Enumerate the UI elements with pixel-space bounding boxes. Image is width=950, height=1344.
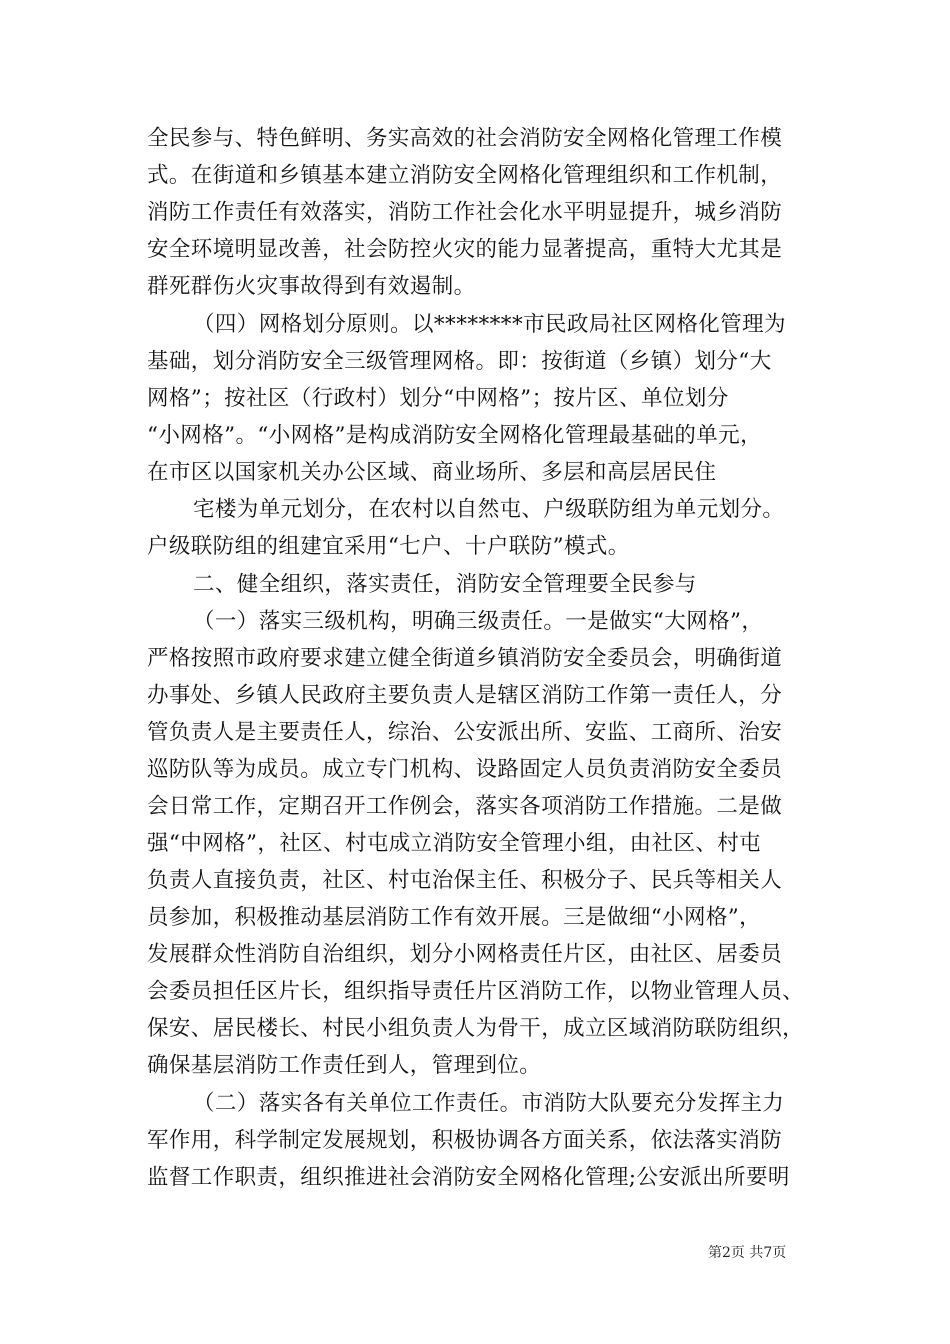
text-line: 军作用，科学制定发展规划，积极协调各方面关系，依法落实消防 <box>147 1128 783 1153</box>
text-line: 式。在街道和乡镇基本建立消防安全网格化管理组织和工作机制， <box>147 163 783 188</box>
text-line: 网格”；按社区（行政村）划分“中网格”；按片区、单位划分 <box>147 386 729 411</box>
text-line: （一）落实三级机构，明确三级责任。一是做实“大网格”， <box>193 609 764 634</box>
text-line: 巡防队等为成员。成立专门机构、设路固定人员负责消防安全委员 <box>147 757 783 782</box>
text-line: 群死群伤火灾事故得到有效遏制。 <box>147 274 476 299</box>
text-line: 在市区以国家机关办公区域、商业场所、多层和高层居民住 <box>147 460 717 485</box>
page-suffix: 页 <box>772 1245 787 1261</box>
text-line: 确保基层消防工作责任到人，管理到位。 <box>147 1053 542 1078</box>
page-footer <box>708 1244 786 1262</box>
text-line: 强“中网格”，社区、村屯成立消防安全管理小组，由社区、村屯 <box>147 831 762 856</box>
text-line: 监督工作职责，组织推进社会消防安全网格化管理;公安派出所要明 <box>147 1165 790 1190</box>
text-line: 全民参与、特色鲜明、务实高效的社会消防安全网格化管理工作模 <box>147 126 783 151</box>
text-line: “小网格”。“小网格”是构成消防安全网格化管理最基础的单元， <box>147 423 762 448</box>
text-line: 消防工作责任有效落实，消防工作社会化水平明显提升，城乡消防 <box>147 200 783 225</box>
text-line: 安全环境明显改善，社会防控火灾的能力显著提高，重特大尤其是 <box>147 237 783 262</box>
text-line: 会委员担任区片长，组织指导责任片区消防工作，以物业管理人员、 <box>147 979 805 1004</box>
text-line: 负责人直接负责，社区、村屯治保主任、积极分子、民兵等相关人 <box>147 868 783 893</box>
text-line: 保安、居民楼长、村民小组负责人为骨干，成立区域消防联防组织， <box>147 1016 805 1041</box>
text-line: 户级联防组的组建宜采用“七户、十户联防”模式。 <box>147 534 630 559</box>
text-line: （四）网格划分原则。以********市民政局社区网格化管理为 <box>193 312 786 337</box>
text-line: 员参加，积极推动基层消防工作有效开展。三是做细“小网格”， <box>147 905 762 930</box>
text-line: 管负责人是主要责任人，综治、公安派出所、安监、工商所、治安 <box>147 720 783 745</box>
text-line: 严格按照市政府要求建立健全街道乡镇消防安全委员会，明确街道 <box>147 646 783 671</box>
page-number: 2 <box>722 1245 731 1261</box>
text-line: 宅楼为单元划分，在农村以自然屯、户级联防组为单元划分。 <box>193 497 785 522</box>
text-line: 基础，划分消防安全三级管理网格。即：按街道（乡镇）划分“大 <box>147 349 772 374</box>
page-middle: 页 共 <box>730 1245 764 1261</box>
text-line: 办事处、乡镇人民政府主要负责人是辖区消防工作第一责任人，分 <box>147 683 783 708</box>
page-prefix: 第 <box>708 1245 722 1261</box>
total-pages: 7 <box>763 1245 773 1261</box>
text-line: 发展群众性消防自治组织，划分小网格责任片区，由社区、居委员 <box>147 942 783 967</box>
text-line: （二）落实各有关单位工作责任。市消防大队要充分发挥主力 <box>193 1091 785 1116</box>
text-line: 会日常工作，定期召开工作例会，落实各项消防工作措施。二是做 <box>147 794 783 819</box>
section-heading: 二、健全组织，落实责任，消防安全管理要全民参与 <box>193 572 697 597</box>
